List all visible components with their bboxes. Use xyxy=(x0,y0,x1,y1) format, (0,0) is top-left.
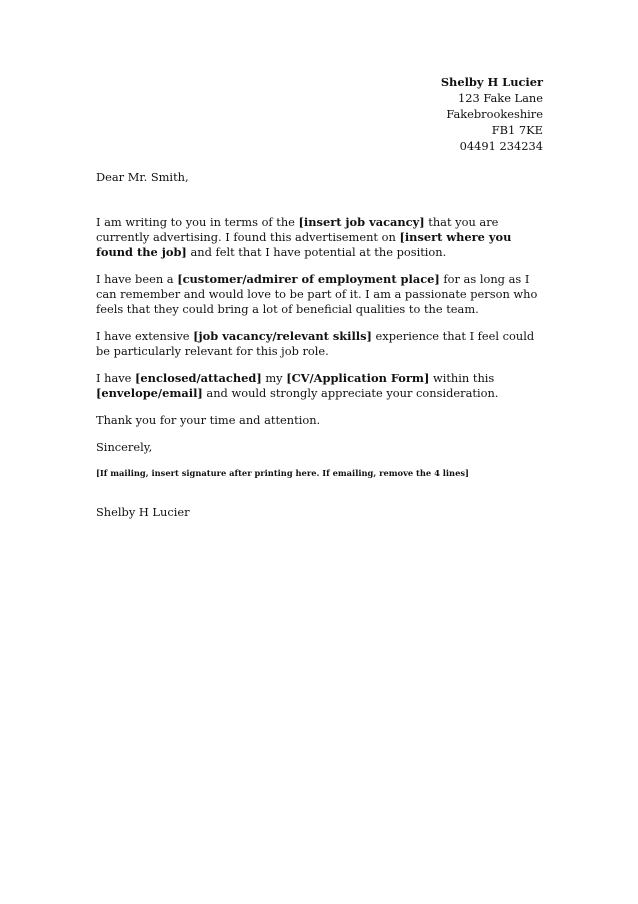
paragraph-job-interest xyxy=(96,215,543,260)
paragraph-text: experience that I feel could be particularly relevant for this job role. xyxy=(96,329,535,358)
paragraph-thanks: Thank you for your time and attention. xyxy=(96,413,321,427)
paragraph-text: and felt that I have potential at the position. xyxy=(186,245,447,259)
closing: Sincerely, xyxy=(96,440,153,454)
signature-name: Shelby H Lucier xyxy=(96,505,190,519)
placeholder-relationship: [customer/admirer of employment place] xyxy=(177,272,440,286)
placeholder-enclosed-attached: [enclosed/attached] xyxy=(135,371,262,385)
paragraph-relationship xyxy=(96,272,543,317)
cover-letter xyxy=(96,74,543,520)
paragraph-text: within this xyxy=(429,371,495,385)
paragraph-text: that you are currently advertising. I found this advertisement on xyxy=(96,215,499,244)
placeholder-envelope-email: [envelope/email] xyxy=(96,386,203,400)
paragraph-text: and would strongly appreciate your consideration. xyxy=(202,386,499,400)
paragraph-text: I am writing to you in terms of the xyxy=(96,215,299,229)
paragraph-text: I have xyxy=(96,371,136,385)
sender-postcode: FB1 7KE xyxy=(491,123,543,137)
sender-address-line-2: Fakebrookeshire xyxy=(446,107,543,121)
paragraph-text: I have been a xyxy=(96,272,178,286)
paragraph-text: I have extensive xyxy=(96,329,194,343)
signature-instruction-note: [If mailing, insert signature after printing here. If emailing, remove the 4 lines] xyxy=(96,468,469,478)
placeholder-cv-form: [CV/Application Form] xyxy=(286,371,430,385)
placeholder-job-vacancy: [insert job vacancy] xyxy=(298,215,425,229)
sender-name: Shelby H Lucier xyxy=(440,75,543,89)
paragraph-text: for as long as I can remember and would love to be part of it. I am a passionate person who feels that they could bring a lot of beneficial qualities to the team. xyxy=(96,272,538,316)
placeholder-job-source: [insert where you found the job] xyxy=(96,230,512,259)
sender-phone: 04491 234234 xyxy=(459,139,543,153)
paragraph-text: my xyxy=(261,371,287,385)
paragraph-enclosure xyxy=(96,371,543,401)
sender-address-line-1: 123 Fake Lane xyxy=(458,91,543,105)
sender-address-block xyxy=(96,74,543,154)
paragraph-experience xyxy=(96,329,543,359)
salutation: Dear Mr. Smith, xyxy=(96,170,189,184)
placeholder-skills: [job vacancy/relevant skills] xyxy=(193,329,372,343)
